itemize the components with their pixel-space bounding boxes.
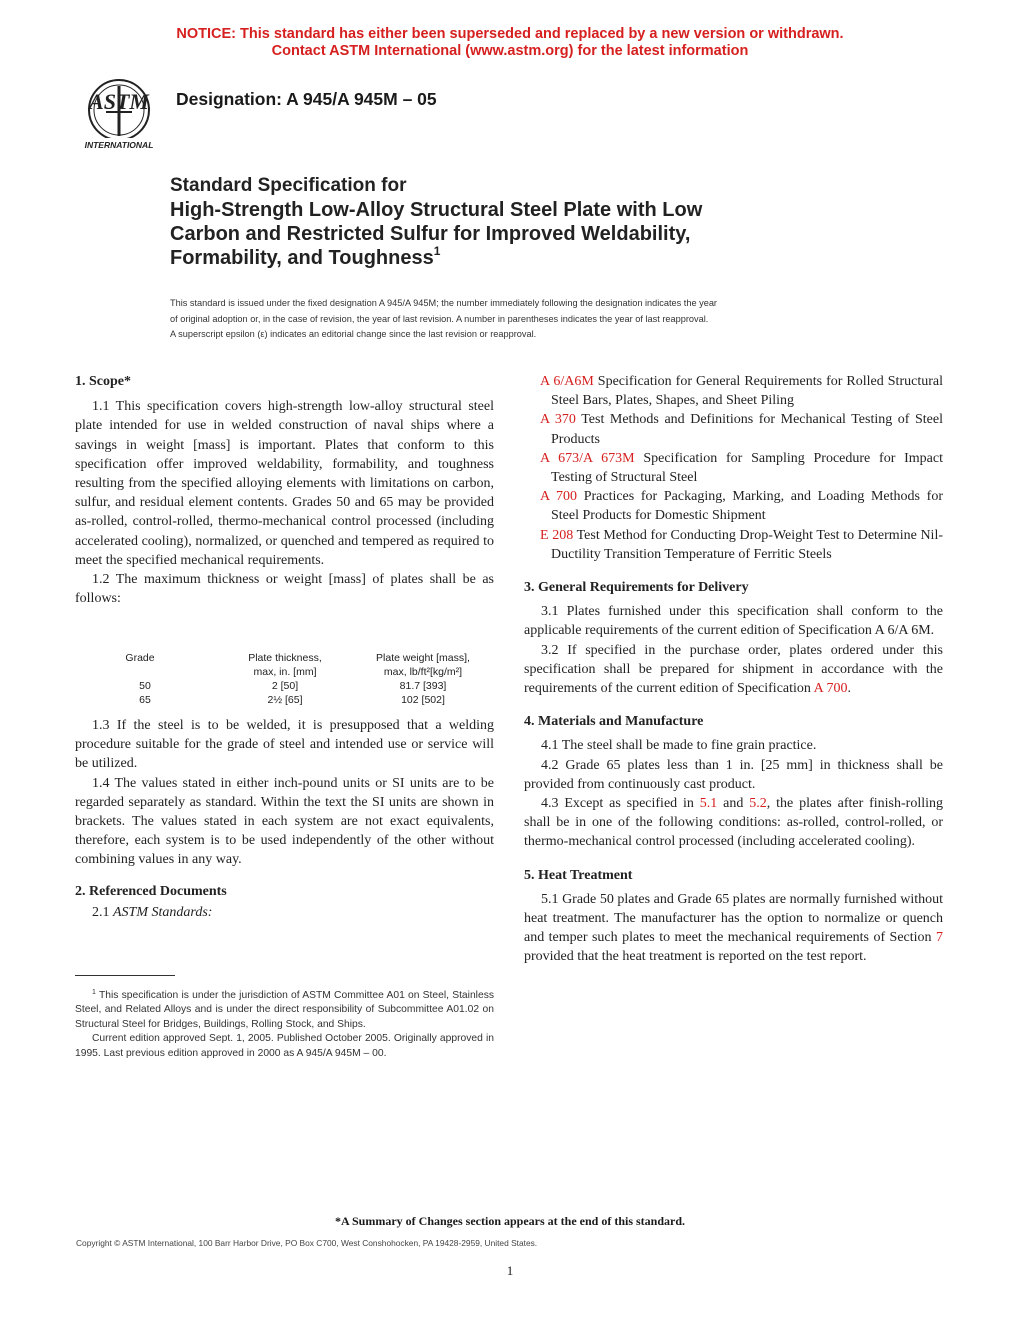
table-header-weight-2: max, lb/ft²[kg/m²] (383, 666, 463, 678)
footnotes (75, 989, 494, 1061)
para-2-1-number: 2.1 (92, 904, 110, 920)
reference-link-e208[interactable]: E 208 (540, 527, 574, 543)
reference-text: Specification for General Requirements for Rolled Structural Steel Bars, Plates, Shapes, and Sheet Piling (551, 374, 943, 409)
table-row-grade: 65 (139, 694, 151, 706)
table-header-grade: Grade (125, 652, 155, 664)
table-header-thickness-1: Plate thickness, (248, 652, 322, 664)
para-4-3-c: , the plates after finish-rolling shall be in one of the following conditions: as-rolled, control-rolled, or thermo-mechanical control processed (including accelerated cooling). (524, 796, 943, 850)
reference-link-a673[interactable]: A 673/A 673M (540, 450, 635, 466)
table-row-thickness: 2½ [65] (267, 694, 303, 706)
link-5-1[interactable]: 5.1 (699, 796, 718, 812)
issuance-line-1: This standard is issued under the fixed designation A 945/A 945M; the number immediately following the designation indicates the year (170, 298, 717, 308)
para-3-2-text: 3.2 If specified in the purchase order, plates ordered under this specification shall be prepared for shipment in accordance with the requirements of the current edition of Specification (524, 642, 943, 697)
footnote-mark: 1 (92, 989, 96, 996)
reference-a673 (524, 449, 943, 487)
logo-text: ASTM (89, 89, 149, 114)
para-2-1-text: ASTM Standards: (113, 904, 213, 920)
notice-line-2: Contact ASTM International (www.astm.org) for the latest information (271, 43, 749, 59)
para-4-1: 4.1 The steel shall be made to fine grain practice. (541, 738, 817, 754)
title-line-4 (170, 246, 870, 270)
reference-e208 (524, 526, 943, 564)
link-a700[interactable]: A 700 (813, 681, 848, 697)
para-4-3 (524, 794, 943, 852)
thickness-table (75, 651, 494, 711)
page-number: 1 (506, 1263, 514, 1278)
table-row-weight: 81.7 [393] (399, 680, 447, 692)
right-column (524, 372, 943, 967)
para-1-3: 1.3 If the steel is to be welded, it is presupposed that a welding procedure suitable for the grade of steel and intended use or service will be utilized. (75, 718, 494, 772)
logo-subtext: INTERNATIONAL (84, 140, 154, 150)
footnote-rule (75, 975, 175, 976)
para-2-1 (75, 903, 494, 922)
para-3-2-end: . (847, 681, 851, 697)
para-1-4: 1.4 The values stated in either inch-pound units or SI units are to be regarded separately as standard. Within the text the SI units are shown in brackets. The values stated in each system are not exact equivalents, therefore, each system is to be used independently of the other without combining values in any way. (75, 775, 494, 868)
designation: Designation: A 945/A 945M – 05 (176, 89, 437, 109)
section-4-heading: 4. Materials and Manufacture (524, 714, 704, 730)
title-line-3: Carbon and Restricted Sulfur for Improved Weldability, (170, 223, 691, 245)
footnote-1 (75, 989, 494, 1032)
para-4-3-a: 4.3 Except as specified in (541, 796, 700, 812)
reference-link-a700[interactable]: A 700 (540, 489, 578, 505)
table-row-grade: 50 (139, 680, 151, 692)
table-header-thickness-2: max, in. [mm] (253, 666, 317, 678)
left-column-continued (75, 716, 494, 922)
issuance-statement (170, 296, 870, 343)
title-footnote-mark: 1 (433, 244, 441, 258)
footnote-1-text: This specification is under the jurisdiction of ASTM Committee A01 on Steel, Stainless Steel, and Related Alloys and is under the direct responsibility of Subcommittee A01.02 on Structural Steel for Bridges, Buildings, Rolling Stock, and Ships. (75, 990, 494, 1030)
section-1-heading: 1. Scope* (75, 374, 131, 389)
superseded-notice (0, 26, 1020, 60)
copyright: Copyright © ASTM International, 100 Barr Harbor Drive, PO Box C700, West Conshohocken, PA 19428-2959, United States. (76, 1238, 538, 1248)
issuance-line-2: of original adoption or, in the case of revision, the year of last revision. A number in parentheses indicates the year of last reapproval. (170, 313, 709, 324)
para-5-1-b: provided that the heat treatment is reported on the test report. (524, 949, 867, 965)
notice-line-1: NOTICE: This standard has either been superseded and replaced by a new version or withdrawn. (176, 26, 844, 42)
reference-a700 (524, 487, 943, 525)
title-line-2: High-Strength Low-Alloy Structural Steel Plate with Low (170, 199, 703, 221)
title-line-4-text: Formability, and Toughness (170, 247, 434, 269)
table-row-weight: 102 [502] (401, 694, 445, 706)
document-title (170, 174, 870, 270)
link-5-2[interactable]: 5.2 (749, 796, 767, 812)
reference-a6 (524, 372, 943, 410)
reference-text: Test Method for Conducting Drop-Weight Test to Determine Nil-Ductility Transition Temperature of Ferritic Steels (551, 527, 943, 562)
title-line-1: Standard Specification for (170, 175, 407, 196)
reference-text: Test Methods and Definitions for Mechanical Testing of Steel Products (551, 412, 944, 447)
section-2-heading: 2. Referenced Documents (75, 883, 227, 899)
table-row-thickness: 2 [50] (271, 680, 299, 692)
section-3-heading: 3. General Requirements for Delivery (524, 580, 749, 596)
reference-link-a370[interactable]: A 370 (540, 412, 576, 428)
section-5-heading: 5. Heat Treatment (524, 867, 633, 883)
reference-a370 (524, 410, 943, 448)
reference-text: Practices for Packaging, Marking, and Loading Methods for Steel Products for Domestic Shipment (551, 489, 943, 524)
footnote-2: Current edition approved Sept. 1, 2005. Published October 2005. Originally approved in 1995. Last previous edition approved in 2000 as A 945/A 945M – 00. (75, 1033, 494, 1059)
left-column (75, 372, 494, 608)
astm-logo-icon (76, 76, 162, 154)
para-5-1 (524, 890, 943, 967)
table-header-weight-1: Plate weight [mass], (376, 652, 470, 664)
para-3-1: 3.1 Plates furnished under this specification shall conform to the applicable requirements of the current edition of Specification A 6/A 6M. (524, 604, 943, 639)
para-1-1: 1.1 This specification covers high-strength low-alloy structural steel plate intended for use in welded construction of naval ships where a savings in weight [mass] is important. Plates that conform to this specification offer improved weldability, formability, and toughness resulting from the specified alloying elements with limitations on carbon, sulfur, and residual element contents. Grades 50 and 65 may be provided as-rolled, control-rolled, thermo-mechanical control processed (including accelerated cooling), normalized, or quenched and tempered as required to meet the specified mechanical requirements. (75, 399, 494, 568)
para-5-1-a: 5.1 Grade 50 plates and Grade 65 plates are normally furnished without heat treatment. The manufacturer has the option to normalize or quench and temper such plates to meet the mechanical requirements of Section (524, 891, 943, 946)
issuance-line-3: A superscript epsilon (ε) indicates an editorial change since the last revision or reapproval. (170, 329, 537, 339)
para-3-2 (524, 641, 943, 699)
reference-link-a6[interactable]: A 6/A6M (540, 374, 594, 389)
para-4-3-b: and (717, 796, 750, 812)
reference-text: Specification for Sampling Procedure for Impact Testing of Structural Steel (551, 450, 943, 486)
astm-logo (76, 76, 162, 154)
summary-of-changes-note: *A Summary of Changes section appears at the end of this standard. (334, 1214, 686, 1228)
link-section-7[interactable]: 7 (936, 930, 943, 946)
para-1-2: 1.2 The maximum thickness or weight [mass] of plates shall be as follows: (75, 572, 494, 607)
para-4-2: 4.2 Grade 65 plates less than 1 in. [25 mm] in thickness shall be provided from continuously cast product. (524, 757, 943, 792)
